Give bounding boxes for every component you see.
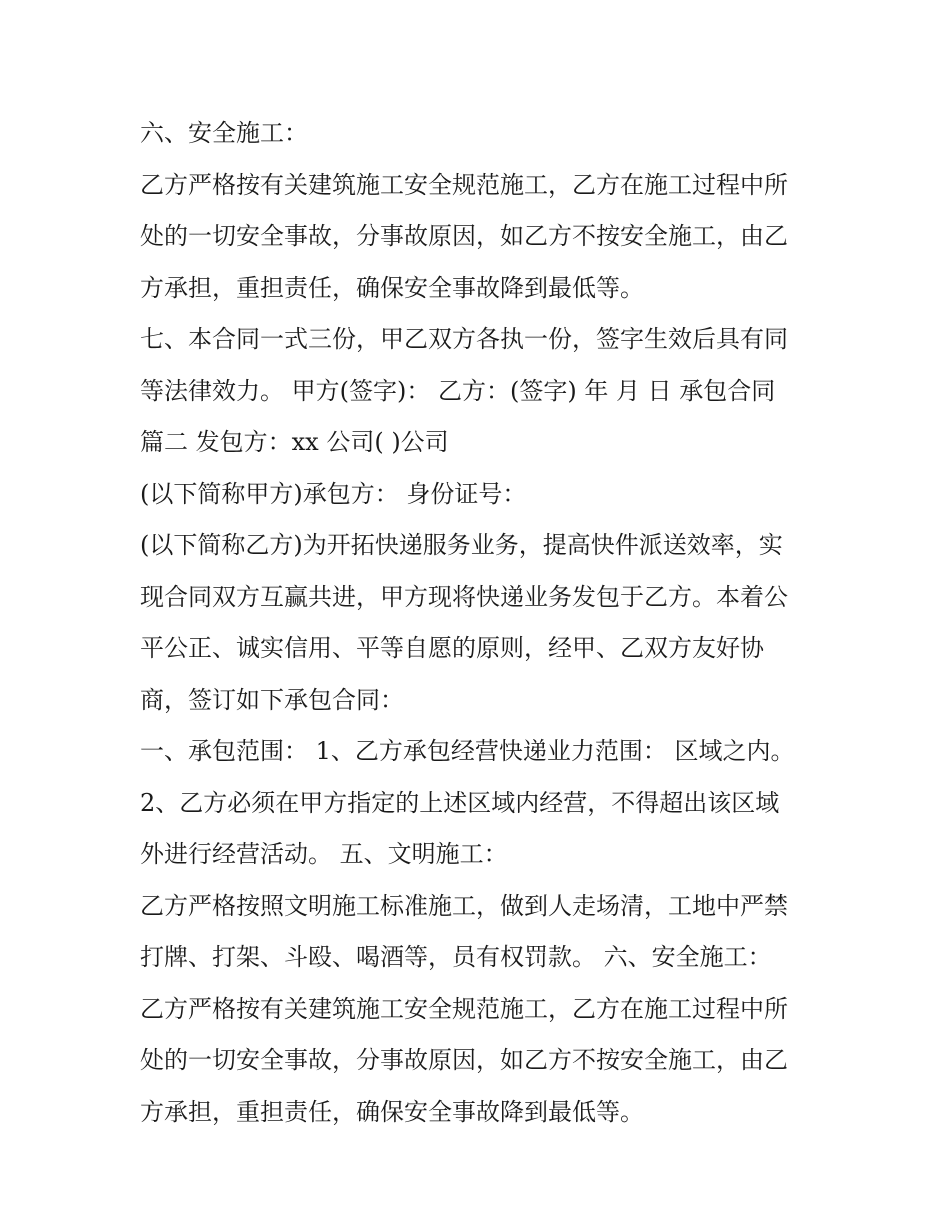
paragraph-line: 七、本合同一式三份，甲乙双方各执一份，签字生效后具有同 xyxy=(140,325,788,353)
paragraph-line: 平公正、诚实信用、平等自愿的原则，经甲、乙双方友好协 xyxy=(140,634,764,662)
paragraph-line: 商，签订如下承包合同： xyxy=(140,685,404,714)
paragraph-line: 打牌、打架、斗殴、喝酒等，员有权罚款。 六、安全施工： xyxy=(140,943,772,971)
paragraph-line: 乙方严格按有关建筑施工安全规范施工，乙方在施工过程中所 xyxy=(140,170,788,199)
paragraph-line: 篇二 发包方：xx 公司( )公司 xyxy=(140,428,449,456)
paragraph-line: 乙方严格按照文明施工标准施工，做到人走场清，工地中严禁 xyxy=(140,891,788,920)
paragraph-line: 外进行经营活动。 五、文明施工： xyxy=(140,840,508,868)
document-body xyxy=(140,108,830,1138)
paragraph-line: 处的一切安全事故，分事故原因，如乙方不按安全施工，由乙 xyxy=(140,222,788,250)
paragraph-line: 一、承包范围： 1、乙方承包经营快递业力范围： 区域之内。 xyxy=(140,737,795,765)
paragraph-line: 现合同双方互赢共进，甲方现将快递业务发包于乙方。本着公 xyxy=(140,582,788,611)
paragraph-line: (以下简称乙方)为开拓快递服务业务，提高快件派送效率，实 xyxy=(140,531,783,559)
paragraph-line: 等法律效力。 甲方(签字)： 乙方：(签字) 年 月 日 承包合同 xyxy=(140,376,776,405)
paragraph-line: 2、乙方必须在甲方指定的上述区域内经营，不得超出该区域 xyxy=(140,788,780,817)
section-heading-safety: 六、安全施工： xyxy=(140,119,308,147)
paragraph-line: (以下简称甲方)承包方： 身份证号： xyxy=(140,479,527,508)
paragraph-line: 方承担，重担责任，确保安全事故降到最低等。 xyxy=(140,1097,644,1126)
paragraph-line: 方承担，重担责任，确保安全事故降到最低等。 xyxy=(140,273,644,302)
paragraph-line: 乙方严格按有关建筑施工安全规范施工，乙方在施工过程中所 xyxy=(140,994,788,1023)
paragraph-line: 处的一切安全事故，分事故原因，如乙方不按安全施工，由乙 xyxy=(140,1046,788,1074)
